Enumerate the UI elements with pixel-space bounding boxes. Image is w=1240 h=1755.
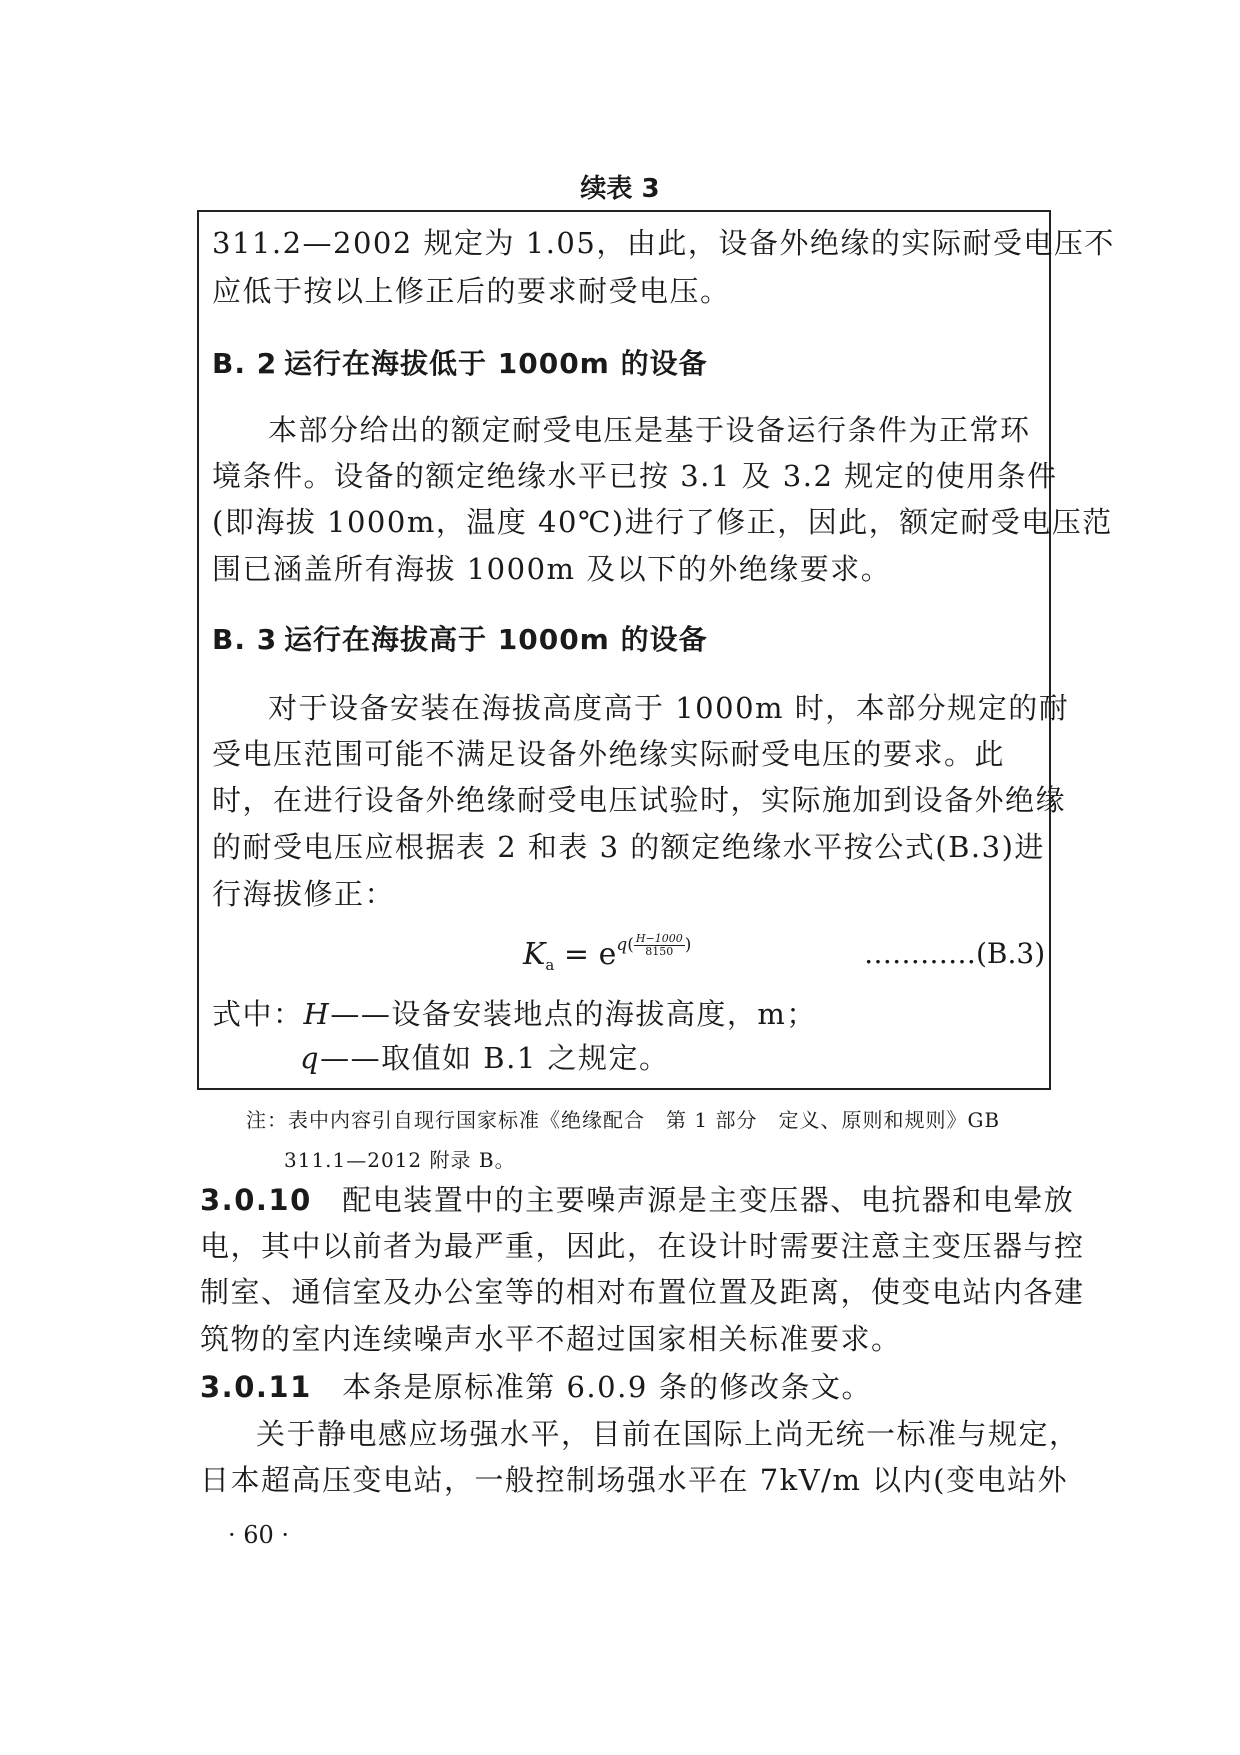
clause-3010-line-1: 3.0.10 配电装置中的主要噪声源是主变压器、电抗器和电晕放 [200,1183,1075,1217]
b3-line-1: 对于设备安装在海拔高度高于 1000m 时，本部分规定的耐 [268,691,1070,725]
b2-line-2: 境条件。设备的额定绝缘水平已按 3.1 及 3.2 规定的使用条件 [212,459,1058,493]
section-b3-heading [212,623,708,656]
clause-3011-line-1: 3.0.11 本条是原标准第 6.0.9 条的修改条文。 [200,1370,872,1404]
altitude-correction-formula: $K_a = e^{q( \frac{H-1000}{8150} )}$ [523,931,692,974]
equation-number: …………(B.3) [864,937,1046,970]
box-line-1: 311.2—2002 规定为 1.05，由此，设备外绝缘的实际耐受电压不 [212,226,1115,260]
section-b2-heading [212,347,708,380]
page-title: 续表 3 [580,174,660,204]
section-b3-number: B. 3 [212,623,278,656]
section-b2-number: B. 2 [212,347,278,380]
clause-3011-line-2: 关于静电感应场强水平，目前在国际上尚无统一标准与规定， [256,1417,1080,1451]
clause-3010-line-4: 筑物的室内连续噪声水平不超过国家相关标准要求。 [200,1322,902,1356]
clause-3011-number: 3.0.11 [200,1370,312,1404]
page-number: · 60 · [228,1521,290,1549]
section-b3-title: 运行在海拔高于 1000m 的设备 [284,623,708,656]
clause-3010-number: 3.0.10 [200,1183,312,1217]
b2-line-4: 围已涵盖所有海拔 1000m 及以下的外绝缘要求。 [212,552,892,586]
clause-3010-line-3: 制室、通信室及办公室等的相对布置位置及距离，使变电站内各建 [200,1275,1085,1309]
where-q-line: q——取值如 B.1 之规定。 [300,1041,670,1075]
clause-3011-line-3: 日本超高压变电站，一般控制场强水平在 7kV/m 以内(变电站外 [200,1463,1068,1497]
table-note-line-2: 311.1—2012 附录 B。 [284,1148,516,1172]
box-line-2: 应低于按以上修正后的要求耐受电压。 [212,274,731,308]
b3-line-5: 行海拔修正： [212,877,396,911]
b3-line-4: 的耐受电压应根据表 2 和表 3 的额定绝缘水平按公式(B.3)进 [212,830,1045,864]
clause-3010-line-2: 电，其中以前者为最严重，因此，在设计时需要注意主变压器与控 [200,1229,1085,1263]
b3-line-3: 时，在进行设备外绝缘耐受电压试验时，实际施加到设备外绝缘 [212,783,1067,817]
b2-line-3: (即海拔 1000m，温度 40℃)进行了修正，因此，额定耐受电压范 [212,505,1113,539]
b3-line-2: 受电压范围可能不满足设备外绝缘实际耐受电压的要求。此 [212,737,1006,771]
table-note-line-1: 注：表中内容引自现行国家标准《绝缘配合 第 1 部分 定义、原则和规则》GB [246,1108,1001,1132]
where-h-line: 式中：H——设备安装地点的海拔高度，m； [212,997,817,1031]
b2-line-1: 本部分给出的额定耐受电压是基于设备运行条件为正常环 [268,413,1031,447]
section-b2-title: 运行在海拔低于 1000m 的设备 [284,347,708,380]
